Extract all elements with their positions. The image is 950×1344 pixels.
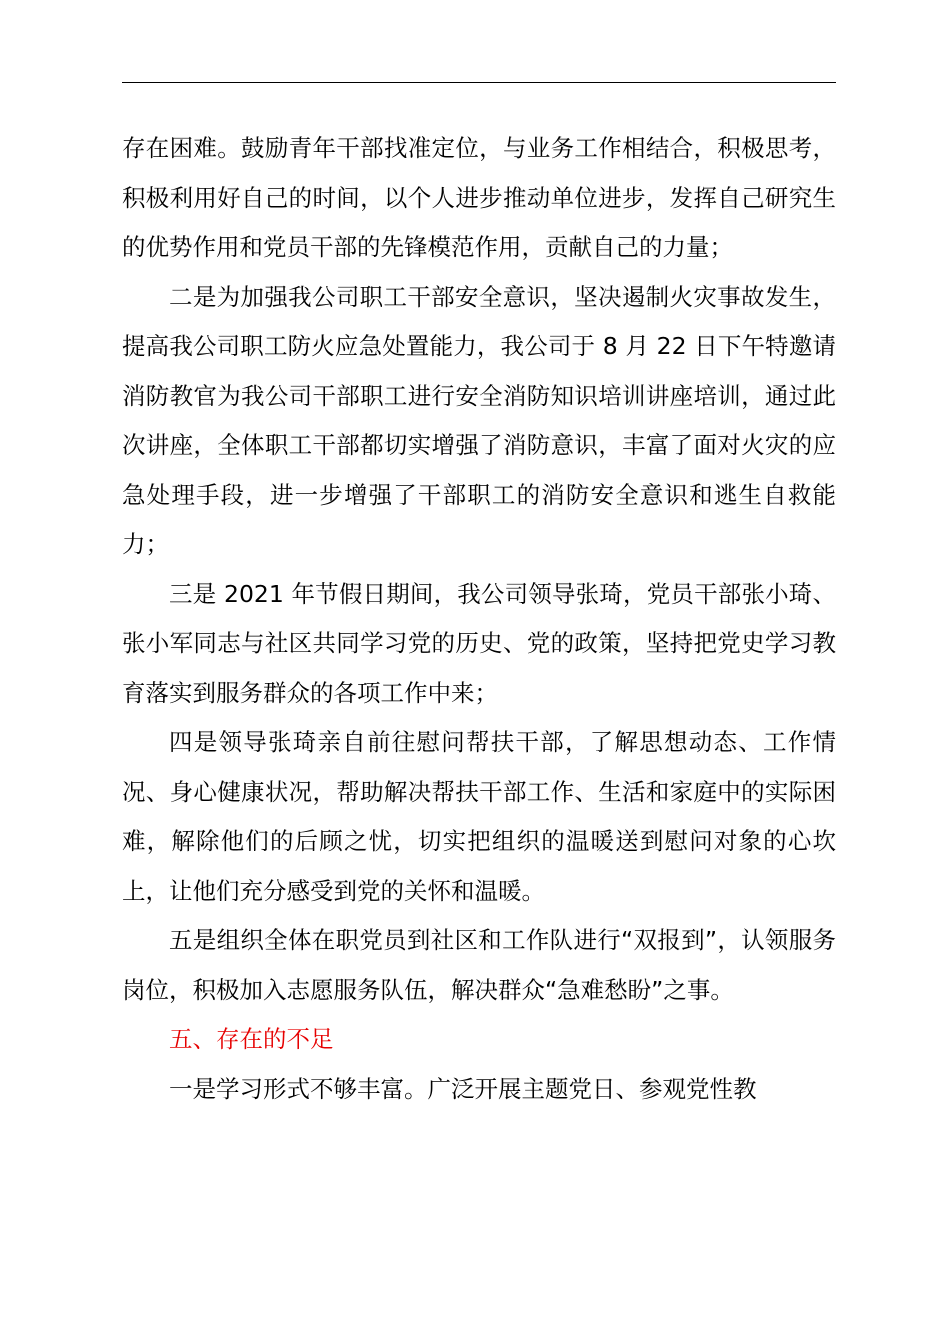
paragraph-item-3: 三是 2021 年节假日期间，我公司领导张琦，党员干部张小琦、张小军同志与社区共同学习党的历史、党的政策，坚持把党史学习教育落实到服务群众的各项工作中来； [122,579,836,707]
paragraph-trailing: 一是学习形式不够丰富。广泛开展主题党日、参观党性教 [169,1074,757,1103]
header-rule [122,82,836,83]
paragraph-item-2: 二是为加强我公司职工干部安全意识，坚决遏制火灾事故发生，提高我公司职工防火应急处置能力，我公司于 8 月 22 日下午特邀请消防教官为我公司干部职工进行安全消防知识培训讲座培训，通过此次讲座，全体职工干部都切实增强了消防意识，丰富了面对火灾的应急处理手段，进一步增强了干部职工的消防安全意识和逃生自救能力； [122,282,836,558]
paragraph-continued: 存在困难。鼓励青年干部找准定位，与业务工作相结合，积极思考，积极利用好自己的时间，以个人进步推动单位进步，发挥自己研究生的优势作用和党员干部的先锋模范作用，贡献自己的力量； [122,134,836,261]
paragraph-item-5: 五是组织全体在职党员到社区和工作队进行“双报到”，认领服务岗位，积极加入志愿服务队伍，解决群众“急难愁盼”之事。 [122,926,836,1004]
paragraph-item-4: 四是领导张琦亲自前往慰问帮扶干部，了解思想动态、工作情况、身心健康状况，帮助解决帮扶干部工作、生活和家庭中的实际困难，解除他们的后顾之忧，切实把组织的温暖送到慰问对象的心坎上，让他们充分感受到党的关怀和温暖。 [122,728,836,905]
section-heading: 五、存在的不足 [169,1025,334,1053]
document-body [122,124,836,1114]
